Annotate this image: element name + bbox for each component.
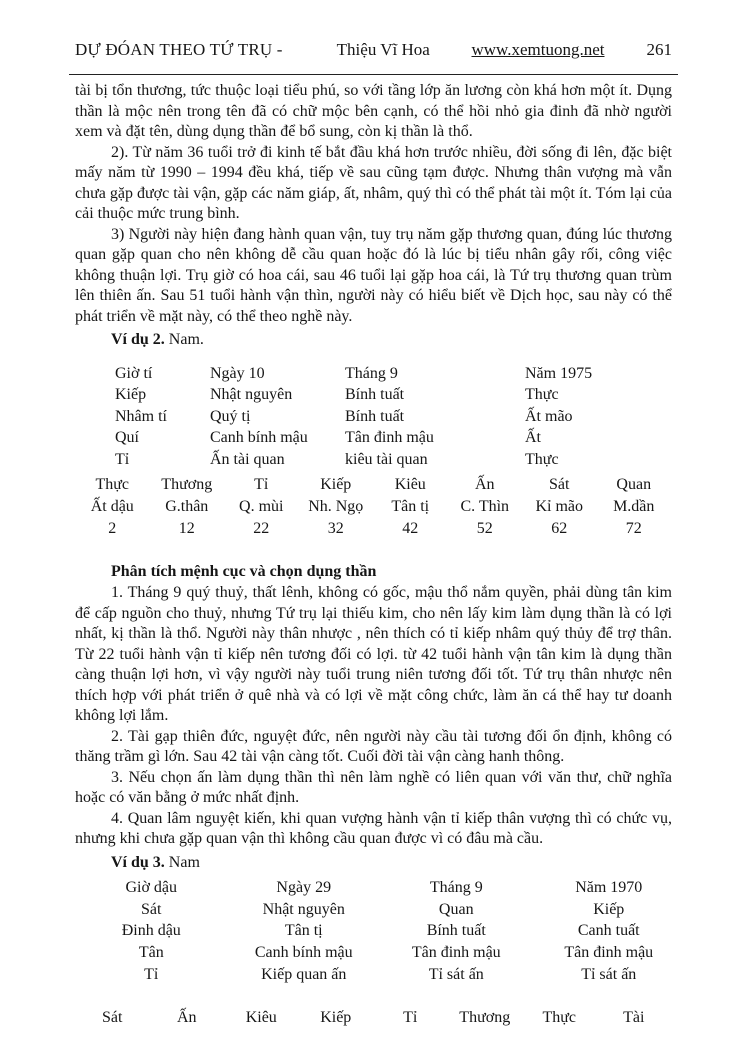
pillar-cell: Tân đinh mậu xyxy=(411,944,501,962)
example3-label xyxy=(111,853,672,874)
luck-god-cell: Sát xyxy=(549,476,570,494)
header-divider xyxy=(69,74,678,75)
analysis-heading: Phân tích mệnh cục và chọn dụng thần xyxy=(111,563,377,581)
pillar-cell: Bính tuất xyxy=(345,407,405,425)
luck-god-cell: Kiêu xyxy=(394,476,426,494)
luck-god-cell: Thương xyxy=(161,476,213,494)
luck-age-cell: 2 xyxy=(108,519,117,537)
example3-gender: Nam xyxy=(168,853,200,871)
luck-god-cell: Tài xyxy=(623,1009,645,1027)
luck-god-cell: Thương xyxy=(459,1009,511,1027)
luck-god-cell: Thực xyxy=(542,1009,577,1027)
pillar-cell: Quý tị xyxy=(210,407,251,425)
pillar-cell: Tân tị xyxy=(284,922,323,940)
pillar-cell: Năm 1970 xyxy=(575,879,643,897)
pillar-cell: Sát xyxy=(141,900,162,918)
pillar-cell: Thực xyxy=(525,450,559,468)
pillar-cell: Canh bính mậu xyxy=(254,944,353,962)
example2-luck-cycle-table xyxy=(75,474,671,539)
pillar-cell: Ngày 10 xyxy=(210,364,265,382)
paragraph: 2. Tài gạp thiên đức, nguyệt đức, nên người này cầu tài tương đối ổn định, không có thăng trầm gì lớn. Sau 42 tài vận càng tốt. Cuối đời tài vận càng hanh thông. xyxy=(75,727,672,766)
luck-age-cell: 42 xyxy=(402,519,419,537)
pillar-cell: Tân đinh mậu xyxy=(345,429,434,447)
paragraph: 1. Tháng 9 quý thuỷ, thất lênh, không có gốc, mậu thổ nắm quyền, phải dùng tân kim để cấp nguồn cho thuỷ, nhưng Tứ trụ lại thiếu kim, cho nên lấy kim làm dụng thần là có lợi nhất, kị thần là thổ. Người này thân nhược , nên thích có tỉ kiếp nhâm quý thủy để trợ thân. Từ 22 tuổi hành vận tỉ kiếp nên tương đối có lợi. từ 42 tuổi hành vận tân kim là dụng thần càng thuận lợi hơn, vì vậy người này tuổi trung niên tương đối tốt. Tứ trụ thân nhược nên thích hợp với phát triển ở quê nhà và có lợi về mặt công chức, làm ăn cá thể hay tư doanh không lợi lắm. xyxy=(75,584,672,725)
example2-label xyxy=(111,330,672,351)
pillar-cell: Nhật nguyên xyxy=(262,900,345,918)
pillar-cell: Năm 1975 xyxy=(525,364,593,382)
luck-pillar-cell: Kỉ mão xyxy=(535,498,584,516)
pillar-cell: Tháng 9 xyxy=(429,879,483,897)
page-header xyxy=(75,40,672,60)
luck-god-cell: Ấn xyxy=(474,476,495,494)
pillar-cell: Đinh dậu xyxy=(121,922,181,940)
luck-age-cell: 72 xyxy=(625,519,642,537)
example3-pillar-table xyxy=(75,877,685,985)
pillar-cell: Bính tuất xyxy=(345,386,405,404)
pillar-cell: Quí xyxy=(115,429,139,447)
luck-god-cell: Quan xyxy=(616,476,652,494)
pillar-cell: kiêu tài quan xyxy=(345,450,428,468)
pillar-cell: Quan xyxy=(438,900,474,918)
pillar-cell: Bính tuất xyxy=(426,922,486,940)
pillar-cell: Tỉ xyxy=(115,450,130,468)
page-number: 261 xyxy=(646,40,672,59)
pillar-cell: Ất mão xyxy=(525,407,573,425)
pillar-cell: Tân đinh mậu xyxy=(564,944,654,962)
luck-pillar-cell: M.dần xyxy=(613,498,655,516)
pillar-cell: Kiếp xyxy=(115,386,147,404)
pillar-cell: Canh bính mậu xyxy=(210,429,308,447)
pillar-cell: Nhật nguyên xyxy=(210,386,293,404)
website-link[interactable]: www.xemtuong.net xyxy=(471,40,605,59)
pillar-cell: Giờ tí xyxy=(115,364,153,382)
pillar-cell: Tỉ sát ấn xyxy=(428,965,484,983)
luck-god-cell: Kiếp xyxy=(320,476,352,494)
luck-pillar-cell: Nh. Ngọ xyxy=(308,498,364,516)
pillar-cell: Kiếp quan ấn xyxy=(261,965,347,983)
luck-god-cell: Kiếp xyxy=(320,1009,352,1027)
pillar-cell: Kiếp xyxy=(593,900,625,918)
pillar-cell: Tháng 9 xyxy=(345,364,398,382)
example2-gender: Nam. xyxy=(168,331,204,348)
luck-god-cell: Tỉ xyxy=(403,1009,418,1027)
pillar-cell: Tỉ xyxy=(144,965,159,983)
paragraph: 3. Nếu chọn ấn làm dụng thần thì nên làm nghề có liên quan với văn thư, chữ nghĩa hoặc có văn bằng ở mức nhất định. xyxy=(75,768,672,807)
paragraph: 3) Người này hiện đang hành quan vận, tuy trụ năm gặp thương quan, đúng lúc thương quan gặp quan cho nên không dễ cầu quan hoặc đó là lúc bị tiểu nhân gây rối, công việc không thuận lợi. Trụ giờ có hoa cái, sau 46 tuổi lại gặp hoa cái, là Tứ trụ thương quan trùm lên thiên ấn. Sau 51 tuổi hành vận thìn, người này có hiểu biết về Dịch học, sau này có thể phát triển về mặt này, có thể theo nghề này. xyxy=(75,225,672,325)
luck-god-cell: Ấn xyxy=(176,1009,197,1027)
author-name: Thiệu Vĩ Hoa xyxy=(336,40,430,59)
book-title: DỰ ĐÓAN THEO TỨ TRỤ - xyxy=(75,40,283,59)
pillar-cell: Thực xyxy=(525,386,559,404)
luck-age-cell: 12 xyxy=(178,519,195,537)
luck-god-cell: Thực xyxy=(95,476,130,494)
analysis-text xyxy=(75,583,672,850)
pillar-cell: Ngày 29 xyxy=(276,879,332,897)
luck-pillar-cell: G.thân xyxy=(165,498,209,516)
luck-age-cell: 62 xyxy=(551,519,568,537)
luck-god-cell: Tỉ xyxy=(254,476,269,494)
luck-pillar-cell: Tân tị xyxy=(391,498,430,516)
example2-pillar-table xyxy=(115,363,672,471)
paragraph: 2). Từ năm 36 tuổi trở đi kinh tế bắt đầu khá hơn trước nhiều, đời sống đi lên, đặc biệt mấy năm từ 1990 – 1994 đều khá, tiếp về sau cũng tạm được. Nhưng thân vượng mà vẫn chưa gặp được tài vận, gặp các năm giáp, ất, nhâm, quý thì có thể phát tài một ít. Tóm lại của cải thuộc mức trung bình. xyxy=(75,143,672,222)
luck-age-cell: 22 xyxy=(253,519,270,537)
luck-god-cell: Sát xyxy=(102,1009,123,1027)
example2-number: Ví dụ 2. xyxy=(111,331,165,348)
luck-pillar-cell: Q. mùi xyxy=(239,498,284,516)
luck-god-cell: Kiêu xyxy=(245,1009,277,1027)
paragraph: 4. Quan lâm nguyệt kiến, khi quan vượng hành vận tỉ kiếp thân vượng thì có chức vụ, nhưng khi chưa gặp quan vận thì không cầu quan được vì có đâu mà cầu. xyxy=(75,809,672,848)
pillar-cell: Giờ dậu xyxy=(125,879,178,897)
pillar-cell: Tỉ sát ấn xyxy=(581,965,637,983)
intro-text xyxy=(75,81,672,327)
luck-pillar-cell: Ất dậu xyxy=(90,498,134,516)
pillar-cell: Nhâm tí xyxy=(115,407,167,425)
example3-luck-gods-row xyxy=(75,1007,671,1029)
luck-age-cell: 52 xyxy=(476,519,493,537)
pillar-cell: Ấn tài quan xyxy=(210,450,285,468)
pillar-cell: Ất xyxy=(525,429,541,447)
pillar-cell: Canh tuất xyxy=(577,922,640,940)
luck-pillar-cell: C. Thìn xyxy=(460,498,510,516)
pillar-cell: Tân xyxy=(138,944,164,962)
luck-age-cell: 32 xyxy=(327,519,344,537)
paragraph: tài bị tổn thương, tức thuộc loại tiểu phú, so với tầng lớp ăn lương còn khá hơn một ít. Dụng thần là mộc nên trong tên đã có chữ mộc bên cạnh, có thể hồi nhỏ gia đinh đã nhờ người xem và đặt tên, dùng dụng thần để bổ sung, còn kị thần là thổ. xyxy=(75,82,672,140)
example3-number: Ví dụ 3. xyxy=(111,853,165,871)
